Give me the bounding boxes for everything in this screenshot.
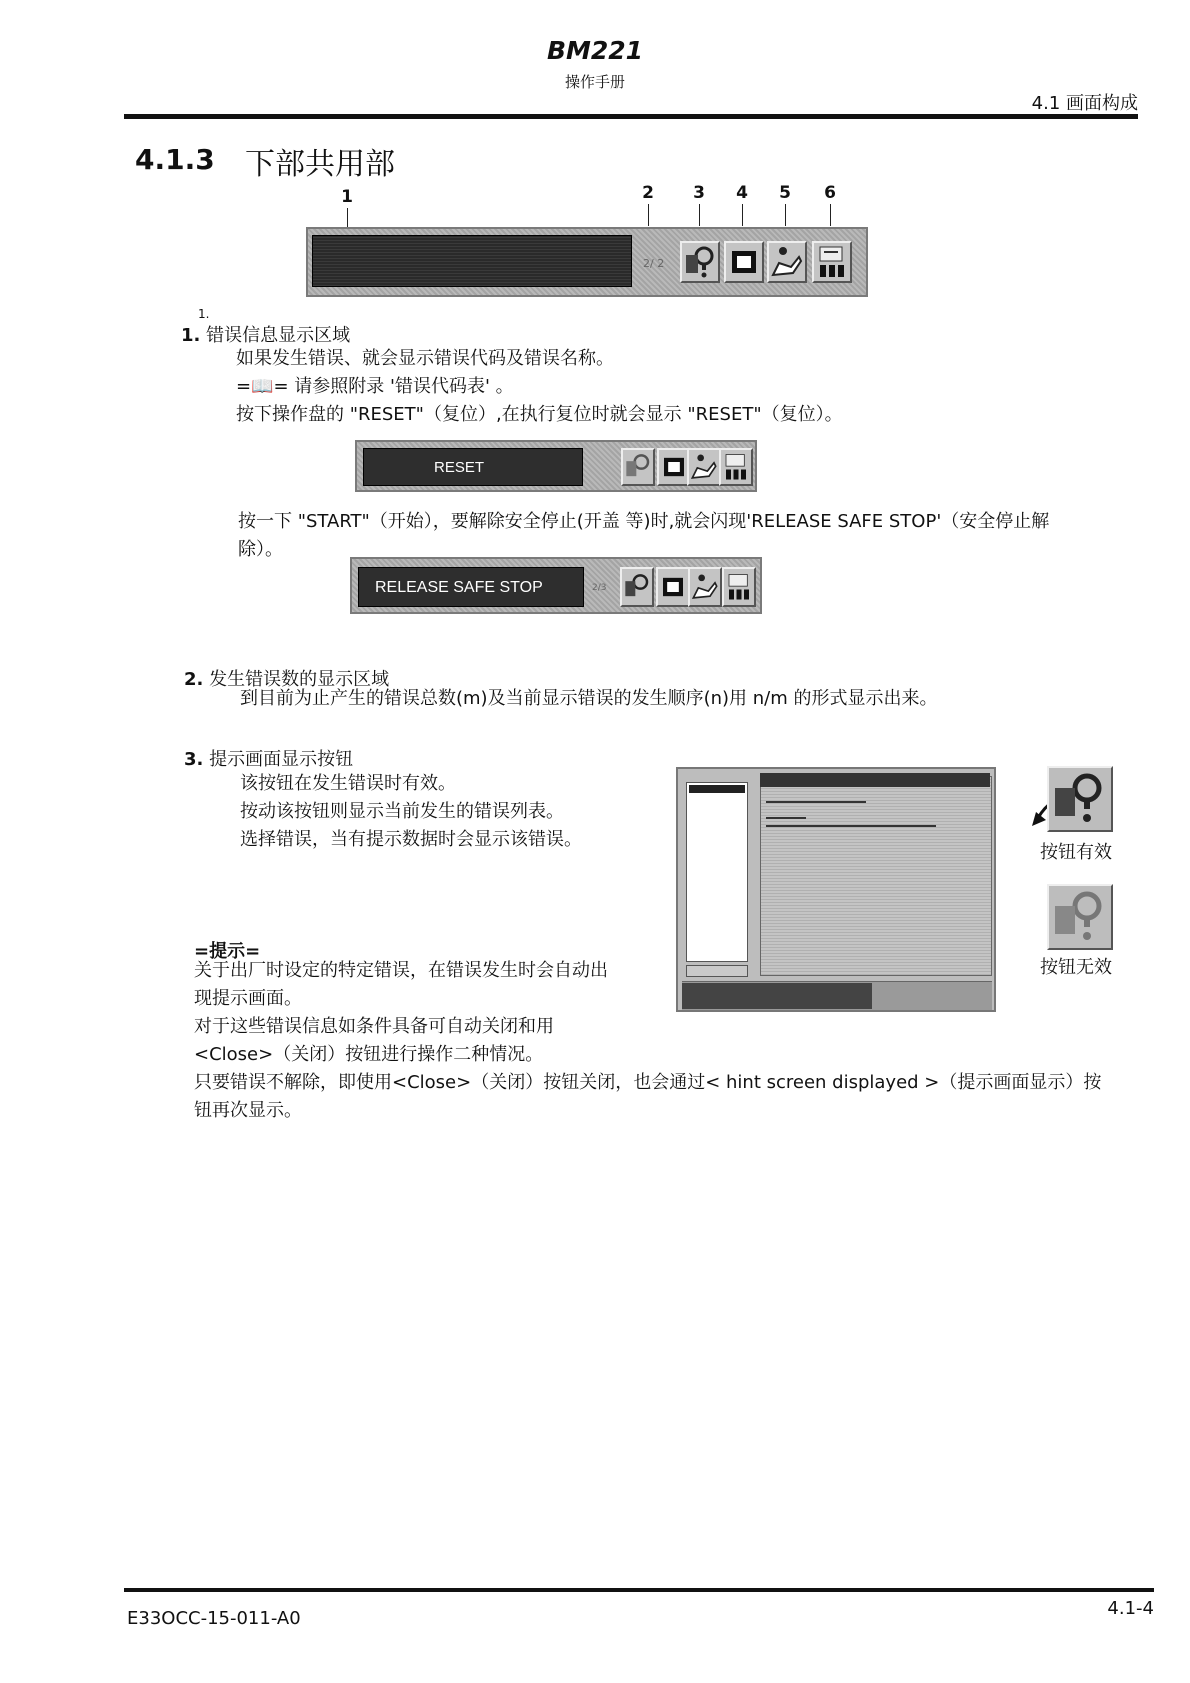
operator-hand-icon <box>690 569 720 605</box>
callout-5-line <box>785 204 786 226</box>
callout-6-line <box>830 204 831 226</box>
machine-panel-icon <box>724 569 754 605</box>
hint-body <box>194 957 1154 1125</box>
error-list[interactable] <box>686 782 748 962</box>
page-number: 4.1-4 <box>1107 1598 1154 1619</box>
reset-bar-operator-button[interactable] <box>687 448 721 486</box>
monitor-icon <box>659 450 689 484</box>
release-bar-hint-button[interactable] <box>620 567 654 607</box>
hint-content-pane <box>760 776 992 976</box>
question-wrench-icon <box>682 243 718 281</box>
operator-button[interactable] <box>767 241 807 283</box>
item-1-start-line: 按一下 "START"（开始），要解除安全停止(开盖 等)时,就会闪现'RELEASE SAFE STOP'（安全停止解 <box>238 511 1050 532</box>
document-subtitle: 操作手册 <box>564 73 625 91</box>
display-button[interactable] <box>724 241 764 283</box>
enabled-label: 按钮有效 <box>1040 842 1112 863</box>
item-1-small-number: 1. <box>198 307 210 321</box>
item-2-title: 发生错误数的显示区域 <box>209 669 390 690</box>
item-3-heading <box>184 745 353 771</box>
header-rule <box>124 114 1138 119</box>
release-error-count: 2/3 <box>592 583 607 593</box>
item-2-number: 2. <box>184 669 204 690</box>
reset-status-bar <box>355 440 757 492</box>
main-status-bar <box>306 227 868 297</box>
item-3-number: 3. <box>184 749 204 770</box>
item-3-line-1: 该按钮在发生错误时有效。 <box>240 773 456 794</box>
callout-4-line <box>742 204 743 226</box>
item-1-number: 1. <box>181 325 201 346</box>
item-3-title: 提示画面显示按钮 <box>209 749 354 770</box>
question-wrench-icon <box>622 569 652 605</box>
item-3-line-3: 选择错误，当有提示数据时会显示该错误。 <box>240 829 582 850</box>
hint-text-line <box>766 801 866 803</box>
callout-4: 4 <box>736 183 748 203</box>
item-1-line-3: 按下操作盘的 "RESET"（复位）,在执行复位时就会显示 "RESET"（复位）。 <box>236 404 843 425</box>
release-message-area: RELEASE SAFE STOP <box>358 567 584 607</box>
hint-heading: =提示= <box>194 941 261 962</box>
callout-1: 1 <box>341 187 353 207</box>
callout-3: 3 <box>693 183 705 203</box>
item-3-body <box>240 770 582 854</box>
monitor-icon <box>726 243 762 281</box>
machine-panel-icon <box>814 243 850 281</box>
footer-rule <box>124 1588 1154 1592</box>
reset-message-area: RESET <box>363 448 583 486</box>
hint-text-line <box>766 817 806 819</box>
operator-hand-icon <box>769 243 805 281</box>
hint-button-enabled <box>1047 766 1113 832</box>
hint-line-1: 关于出厂时设定的特定错误，在错误发生时会自动出 <box>194 960 608 981</box>
reset-bar-hint-button[interactable] <box>621 448 655 486</box>
hint-title-bar <box>760 773 990 787</box>
monitor-icon <box>658 569 688 605</box>
hint-button-disabled <box>1047 884 1113 950</box>
hint-line-5: 只要错误不解除，即使用<Close>（关闭）按钮关闭，也会通过< hint screen displayed >（提示画面显示）按 <box>194 1072 1102 1093</box>
item-3-line-2: 按动该按钮则显示当前发生的错误列表。 <box>240 801 564 822</box>
machine-panel-icon <box>721 450 751 484</box>
question-wrench-icon <box>1049 886 1111 948</box>
question-wrench-icon <box>1049 768 1111 830</box>
hint-text-line <box>766 825 936 827</box>
item-1-body <box>236 345 843 429</box>
error-count: 2/ 2 <box>643 257 665 270</box>
callout-2-line <box>648 204 649 226</box>
item-1-start-line-2: 除）。 <box>238 539 283 560</box>
hint-screen-button[interactable] <box>680 241 720 283</box>
item-2-line: 到目前为止产生的错误总数(m)及当前显示错误的发生顺序(n)用 n/m 的形式显示出来。 <box>240 688 938 709</box>
question-wrench-icon <box>623 450 653 484</box>
item-1-line-2: =📖= 请参照附录 '错误代码表' 。 <box>236 376 514 397</box>
section-number: 4.1.3 <box>135 143 215 176</box>
hint-line-3: 对于这些错误信息如条件具备可自动关闭和用 <box>194 1016 554 1037</box>
reset-bar-display-button[interactable] <box>657 448 691 486</box>
operator-hand-icon <box>689 450 719 484</box>
item-1-title: 错误信息显示区域 <box>206 325 351 346</box>
item-1-line-1: 如果发生错误、就会显示错误代码及错误名称。 <box>236 348 614 369</box>
item-1-heading <box>181 321 350 347</box>
reset-bar-machine-button[interactable] <box>719 448 753 486</box>
section-title: 下部共用部 <box>245 147 395 182</box>
hint-line-2: 现提示画面。 <box>194 988 302 1009</box>
release-bar-display-button[interactable] <box>656 567 690 607</box>
document-code: E33OCC-15-011-A0 <box>127 1608 301 1629</box>
hint-line-4: <Close>（关闭）按钮进行操作二种情况。 <box>194 1044 544 1065</box>
callout-2: 2 <box>642 183 654 203</box>
callout-5: 5 <box>779 183 791 203</box>
release-bar-operator-button[interactable] <box>688 567 722 607</box>
release-safe-stop-bar <box>350 557 762 614</box>
section-header: 4.1 画面构成 <box>1031 93 1138 114</box>
item-1-start-text <box>238 508 1158 564</box>
error-message-area <box>312 235 632 287</box>
machine-status-button[interactable] <box>812 241 852 283</box>
release-bar-machine-button[interactable] <box>722 567 756 607</box>
disabled-label: 按钮无效 <box>1040 957 1112 978</box>
document-title: BM221 <box>546 36 644 65</box>
hint-line-6: 钮再次显示。 <box>194 1100 302 1121</box>
callout-3-line <box>699 204 700 226</box>
callout-6: 6 <box>824 183 836 203</box>
selected-error-row[interactable] <box>689 785 745 793</box>
